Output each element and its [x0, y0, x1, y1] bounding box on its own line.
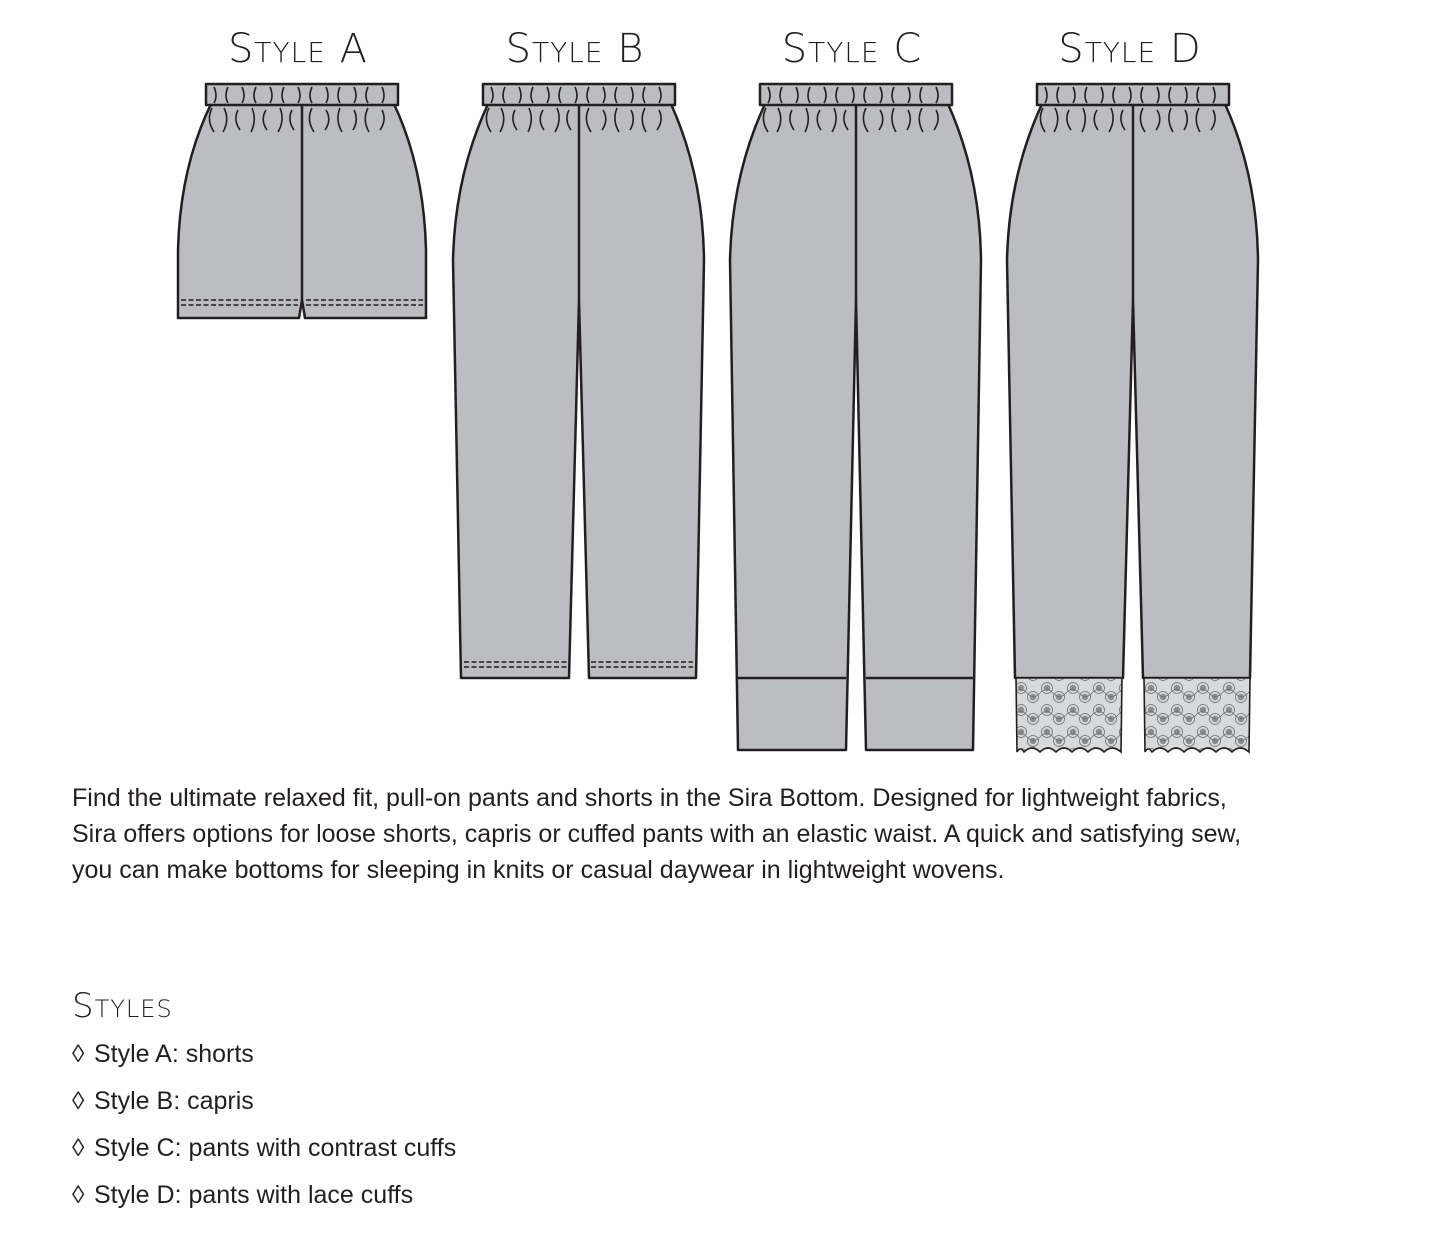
style-item-label: Style D: pants with lace cuffs — [94, 1181, 414, 1209]
style-item-label: Style B: capris — [94, 1087, 254, 1115]
description-line: Find the ultimate relaxed fit, pull-on pants and shorts in the Sira Bottom. Designed for lightweight fabrics, — [72, 784, 1227, 812]
description — [72, 780, 1372, 888]
style-a-title: Style A — [228, 26, 368, 72]
style-b-title: Style B — [505, 26, 645, 72]
diamond-bullet-icon: ◊ — [72, 1087, 85, 1115]
style-item-label: Style C: pants with contrast cuffs — [94, 1134, 457, 1162]
lace-cuff-right — [1144, 678, 1250, 752]
diamond-bullet-icon: ◊ — [72, 1040, 85, 1068]
style-b-capris-drawing — [453, 84, 704, 678]
list-item — [72, 1175, 456, 1222]
lace-cuff-left — [1016, 678, 1122, 752]
styles-heading: Styles — [72, 986, 173, 1026]
diamond-bullet-icon: ◊ — [72, 1134, 85, 1162]
styles-list — [72, 1034, 456, 1222]
description-line: you can make bottoms for sleeping in knits or casual daywear in lightweight wovens. — [72, 856, 1005, 884]
list-item — [72, 1034, 456, 1081]
style-c-title: Style C — [781, 26, 923, 72]
description-line: Sira offers options for loose shorts, capris or cuffed pants with an elastic waist. A quick and satisfying sew, — [72, 820, 1242, 848]
list-item — [72, 1128, 456, 1175]
list-item — [72, 1081, 456, 1128]
style-c-pants-drawing — [730, 84, 981, 750]
style-item-label: Style A: shorts — [94, 1040, 254, 1068]
style-a-shorts-drawing — [178, 84, 426, 318]
style-d-title: Style D — [1058, 26, 1202, 72]
diamond-bullet-icon: ◊ — [72, 1181, 85, 1209]
style-d-pants-drawing — [1007, 84, 1258, 752]
